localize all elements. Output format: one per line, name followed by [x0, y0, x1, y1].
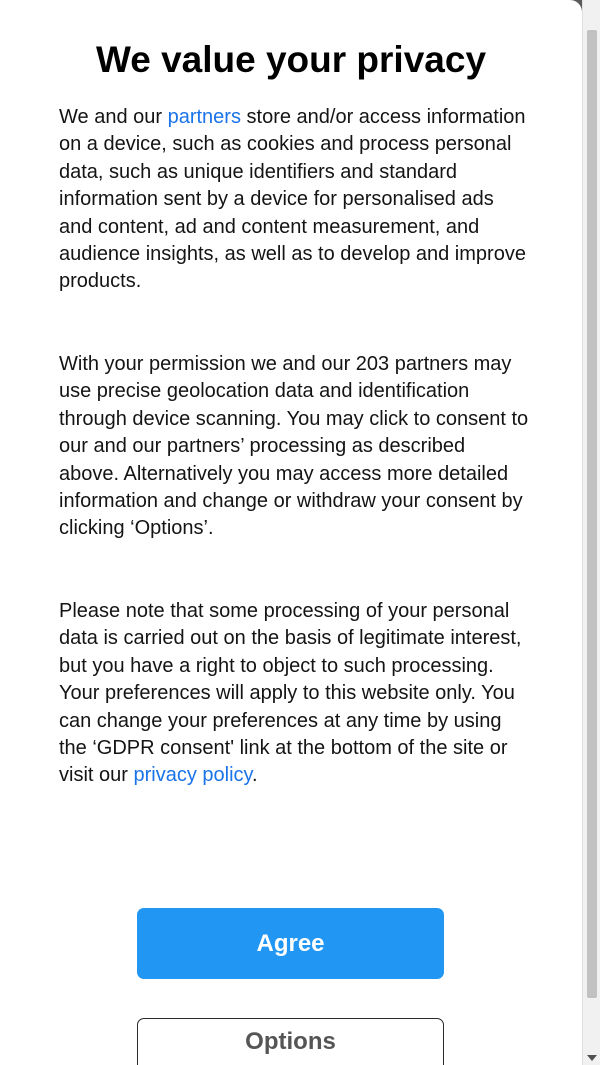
options-button[interactable]: Options [137, 1018, 444, 1065]
paragraph1-text-start: We and our [59, 106, 168, 128]
scrollbar-thumb[interactable] [587, 30, 597, 998]
consent-paragraph-partners [59, 104, 529, 296]
privacy-policy-link[interactable]: privacy policy [133, 764, 253, 787]
consent-paragraph-permission: With your permission we and our 203 partners may use precise geolocation data and identification through device scanning. You may click to consent to our and our partners’ processing as described above. Alternatively you may access more detailed information and change or withdraw your consent by clicking ‘Options’. [59, 353, 529, 540]
agree-button[interactable]: Agree [137, 908, 444, 979]
paragraph3-text-start: Please note that some processing of your personal data is carried out on the basis of legitimate interest, but you have a right to object to such processing. Your preferences will apply to this website only. You can change your preferences at any time by using the ‘GDPR consent' link at the bottom of the site or visit our [59, 600, 522, 787]
vertical-scrollbar[interactable] [582, 0, 600, 1065]
dialog-title: We value your privacy [95, 39, 487, 80]
scroll-down-arrow-icon[interactable] [587, 1055, 597, 1061]
consent-paragraph-legitimate-interest [59, 598, 529, 790]
paragraph3-text-end: . [252, 764, 258, 787]
partners-link[interactable]: partners [167, 106, 241, 128]
paragraph1-text-end: store and/or access information on a device, such as cookies and process personal data, such as unique identifiers and standard information sent by a device for personalised ads and content, ad and content measurement, and audience insights, as well as to develop and improve products. [59, 106, 526, 293]
